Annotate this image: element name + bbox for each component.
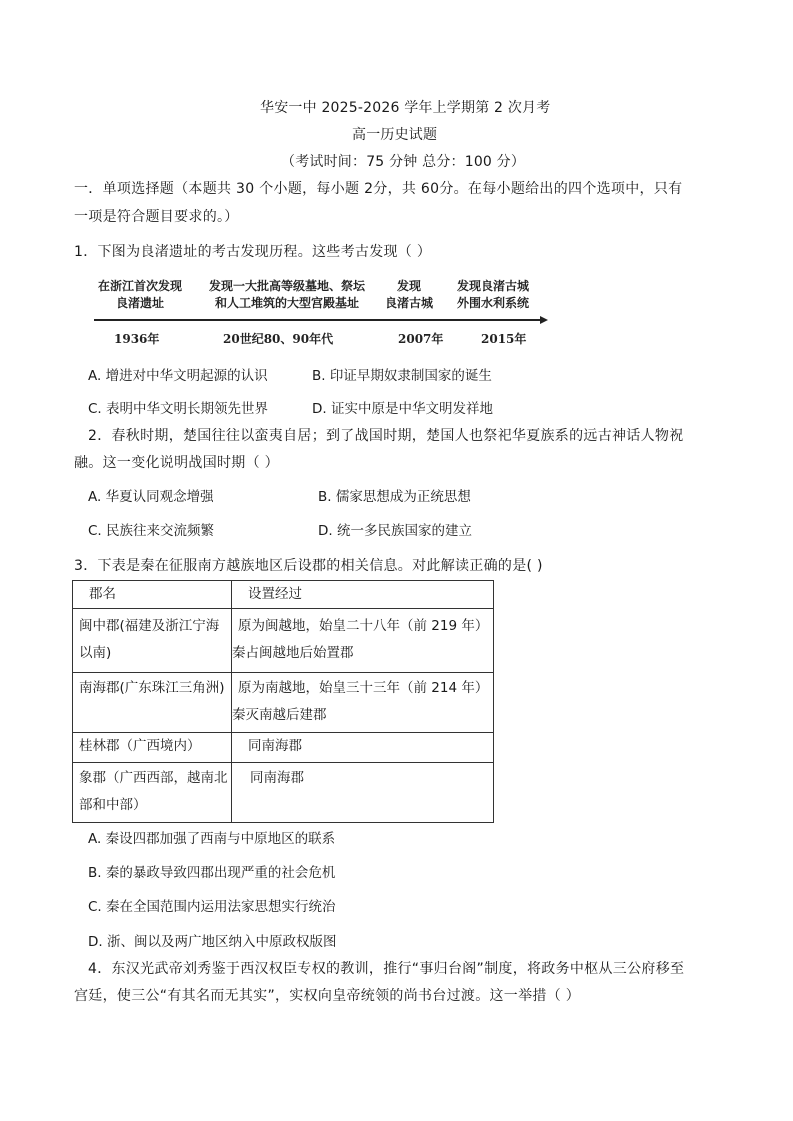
q4-stem-line1: 4．东汉光武帝刘秀鉴于西汉权臣专权的教训，推行“事归台阁”制度，将政务中枢从三公府移至 [88,961,685,977]
q1-timeline [88,272,550,350]
table-cell-name: 桂林郡（广西境内） [73,733,232,763]
table-cell-name: 闽中郡(福建及浙江宁海以南) [73,609,232,673]
q2-option-b[interactable]: B. 儒家思想成为正统思想 [318,489,471,505]
exam-title: 华安一中 2025-2026 学年上学期第 2 次月考 [260,100,551,116]
q1-stem: 1．下图为良渚遗址的考古发现历程。这些考古发现（ ） [74,244,432,260]
q3-stem: 3．下表是秦在征服南方越族地区后设郡的相关信息。对此解读正确的是( ) [74,558,543,574]
q4-stem-line2: 宫廷，使三公“有其名而无其实”，实权向皇帝统领的尚书台过渡。这一举措（ ） [74,988,581,1004]
timeline-year-1936: 1936年 [114,332,160,346]
q3-option-a[interactable]: A. 秦设四郡加强了西南与中原地区的联系 [88,831,336,847]
timeline-event-1980s: 发现一大批高等级墓地、祭坛 和人工堆筑的大型宫殿基址 [208,279,365,310]
q2-option-d[interactable]: D. 统一多民族国家的建立 [318,523,472,539]
timeline-event-2015: 发现良渚古城 外围水利系统 [456,279,529,310]
q1-option-a[interactable]: A. 增进对中华文明起源的认识 [88,368,268,384]
q3-option-b[interactable]: B. 秦的暴政导致四郡出现严重的社会危机 [88,865,336,881]
table-header-desc: 设置经过 [232,581,494,609]
q3-table [72,580,494,823]
table-header-row [73,581,494,609]
table-cell-desc: 同南海郡 [232,763,494,823]
q2-stem-line1: 2．春秋时期，楚国往往以蛮夷自居；到了战国时期，楚国人也祭祀华夏族系的远古神话人物祝 [88,428,684,444]
exam-info: （考试时间：75 分钟 总分：100 分） [281,154,526,170]
section-instruction-line1: 一．单项选择题（本题共 30 个小题，每小题 2分，共 60分。在每小题给出的四个选项中，只有 [74,181,683,197]
timeline-event-1936: 在浙江首次发现 良渚遗址 [97,279,182,310]
table-cell-desc: 同南海郡 [232,733,494,763]
table-row [73,763,494,823]
q3-option-d[interactable]: D. 浙、闽以及两广地区纳入中原政权版图 [88,934,337,950]
q2-stem-line2: 融。这一变化说明战国时期（ ） [74,455,279,471]
timeline-year-1980s: 20世纪80、90年代 [223,332,334,346]
q3-option-c[interactable]: C. 秦在全国范围内运用法家思想实行统治 [88,899,336,915]
table-row [73,673,494,733]
q1-option-c[interactable]: C. 表明中华文明长期领先世界 [88,401,269,417]
table-row [73,733,494,763]
q1-option-d[interactable]: D. 证实中原是中华文明发祥地 [312,401,493,417]
timeline-year-2015: 2015年 [481,332,527,346]
section-instruction-line2: 一项是符合题目要求的。） [74,209,239,225]
timeline-axis [88,314,550,326]
table-cell-name: 南海郡(广东珠江三角洲) [73,673,232,733]
table-row [73,609,494,673]
timeline-year-2007: 2007年 [398,332,444,346]
exam-subtitle: 高一历史试题 [352,127,438,143]
q2-option-c[interactable]: C. 民族往来交流频繁 [88,523,215,539]
table-cell-name: 象郡（广西西部，越南北部和中部） [73,763,232,823]
timeline-event-2007: 发现 良渚古城 [384,279,433,310]
q1-option-b[interactable]: B. 印证早期奴隶制国家的诞生 [312,368,492,384]
q2-option-a[interactable]: A. 华夏认同观念增强 [88,489,214,505]
table-cell-desc: 原为南越地，始皇三十三年（前 214 年）秦灭南越后建郡 [232,673,494,733]
table-cell-desc: 原为闽越地，始皇二十八年（前 219 年）秦占闽越地后始置郡 [232,609,494,673]
table-header-name: 郡名 [73,581,232,609]
